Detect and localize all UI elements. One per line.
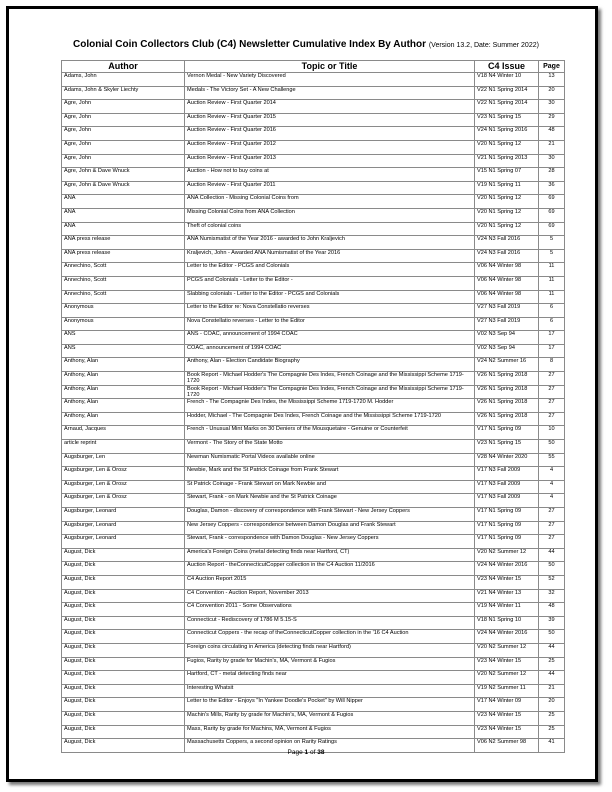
cell-issue: V23 N1 Spring 15 (475, 440, 539, 454)
cell-author: ANA (62, 195, 185, 209)
cell-page: 17 (539, 331, 565, 345)
cell-issue: V18 N4 Winter 10 (475, 73, 539, 87)
cell-page: 25 (539, 657, 565, 671)
cell-topic: Auction Review - First Quarter 2011 (185, 181, 475, 195)
cell-topic: Massachusetts Coppers, a second opinion on Rarity Ratings (185, 739, 475, 753)
table-row (62, 344, 565, 358)
cell-page: 50 (539, 562, 565, 576)
cell-page: 4 (539, 467, 565, 481)
cell-author: Anthony, Alan (62, 399, 185, 413)
author-index-table (61, 60, 565, 753)
cell-issue: V20 N2 Summer 12 (475, 548, 539, 562)
cell-author: Agre, John & Dave Wnuck (62, 181, 185, 195)
table-row (62, 127, 565, 141)
cell-topic: PCGS and Colonials - Letter to the Editor - (185, 276, 475, 290)
cell-author: Adams, John & Skyler Liechty (62, 86, 185, 100)
cell-page: 32 (539, 589, 565, 603)
cell-page: 5 (539, 249, 565, 263)
table-row (62, 304, 565, 318)
cell-topic: Book Report - Michael Hodder's The Compagnie Des Indes, French Coinage and the Mississippi Scheme 1719-1720 (185, 372, 475, 386)
table-row (62, 657, 565, 671)
table-row (62, 385, 565, 399)
cell-issue: V24 N3 Fall 2016 (475, 236, 539, 250)
table-row (62, 140, 565, 154)
table-row (62, 684, 565, 698)
header-author: Author (62, 61, 185, 73)
cell-issue: V26 N1 Spring 2018 (475, 399, 539, 413)
table-row (62, 589, 565, 603)
table-row (62, 412, 565, 426)
table-row (62, 195, 565, 209)
cell-issue: V24 N2 Summer 16 (475, 358, 539, 372)
cell-page: 27 (539, 385, 565, 399)
table-row (62, 630, 565, 644)
cell-author: August, Dick (62, 739, 185, 753)
cell-topic: Douglas, Damon - discovery of correspondence with Frank Stewart - New Jersey Coppers (185, 508, 475, 522)
cell-page: 55 (539, 453, 565, 467)
footer-current-page: 1 (304, 749, 309, 756)
cell-issue: V06 N4 Winter 98 (475, 263, 539, 277)
table-row (62, 711, 565, 725)
header-issue: C4 Issue (475, 61, 539, 73)
cell-page: 29 (539, 113, 565, 127)
cell-author: August, Dick (62, 575, 185, 589)
cell-issue: V28 N4 Winter 2020 (475, 453, 539, 467)
cell-issue: V23 N4 Winter 15 (475, 711, 539, 725)
cell-issue: V17 N1 Spring 09 (475, 508, 539, 522)
cell-issue: V17 N3 Fall 2009 (475, 480, 539, 494)
cell-author: August, Dick (62, 616, 185, 630)
table-row (62, 671, 565, 685)
cell-page: 48 (539, 127, 565, 141)
table-row (62, 276, 565, 290)
table-body (62, 73, 565, 753)
cell-author: Agre, John (62, 127, 185, 141)
cell-issue: V21 N4 Winter 13 (475, 589, 539, 603)
cell-page: 11 (539, 263, 565, 277)
cell-issue: V19 N4 Winter 11 (475, 603, 539, 617)
cell-author: August, Dick (62, 657, 185, 671)
cell-issue: V26 N1 Spring 2018 (475, 385, 539, 399)
cell-author: August, Dick (62, 603, 185, 617)
cell-issue: V27 N3 Fall 2019 (475, 304, 539, 318)
cell-page: 39 (539, 616, 565, 630)
cell-page: 6 (539, 317, 565, 331)
cell-topic: Interesting Whatsit (185, 684, 475, 698)
table-row (62, 426, 565, 440)
cell-author: ANA press release (62, 236, 185, 250)
cell-topic: Missing Colonial Coins from ANA Collection (185, 208, 475, 222)
title-text: Colonial Coin Collectors Club (C4) Newsletter Cumulative Index By Author (73, 39, 427, 50)
cell-author: Agre, John (62, 100, 185, 114)
cell-topic: Medals - The Victory Set - A New Challenge (185, 86, 475, 100)
cell-issue: V20 N2 Summer 12 (475, 643, 539, 657)
page-footer (0, 749, 612, 756)
cell-topic: Letter to the Editor re: Nova Constellatio reverses (185, 304, 475, 318)
table-row (62, 290, 565, 304)
cell-issue: V17 N4 Winter 09 (475, 698, 539, 712)
cell-topic: COAC, announcement of 1994 COAC (185, 344, 475, 358)
table-row (62, 208, 565, 222)
table-row (62, 521, 565, 535)
cell-author: August, Dick (62, 548, 185, 562)
table-row (62, 562, 565, 576)
cell-issue: V23 N4 Winter 15 (475, 725, 539, 739)
cell-author: August, Dick (62, 671, 185, 685)
cell-topic: Theft of colonial coins (185, 222, 475, 236)
table-row (62, 616, 565, 630)
cell-topic: Connecticut - Rediscovery of 1786 M 5.15-S (185, 616, 475, 630)
cell-author: Augsburger, Len & Orosz (62, 467, 185, 481)
cell-topic: St Patrick Coinage - Frank Stewart on Mark Newbie and (185, 480, 475, 494)
header-topic: Topic or Title (185, 61, 475, 73)
cell-page: 27 (539, 508, 565, 522)
cell-issue: V02 N3 Sep 94 (475, 344, 539, 358)
cell-topic: Foreign coins circulating in America (detecting finds near Hartford) (185, 643, 475, 657)
cell-page: 27 (539, 521, 565, 535)
table-row (62, 643, 565, 657)
cell-page: 44 (539, 548, 565, 562)
cell-author: ANA (62, 208, 185, 222)
cell-issue: V06 N4 Winter 98 (475, 276, 539, 290)
cell-page: 69 (539, 195, 565, 209)
cell-page: 4 (539, 480, 565, 494)
cell-page: 27 (539, 535, 565, 549)
cell-issue: V23 N4 Winter 15 (475, 657, 539, 671)
cell-topic: Connecticut Coppers - the recap of theConnecticutCopper collection in the '16 C4 Auction (185, 630, 475, 644)
table-row (62, 725, 565, 739)
cell-topic: Auction Review - First Quarter 2012 (185, 140, 475, 154)
footer-total-pages: 38 (317, 749, 325, 756)
table-row (62, 440, 565, 454)
cell-issue: V23 N1 Spring 15 (475, 113, 539, 127)
cell-issue: V27 N3 Fall 2019 (475, 317, 539, 331)
table-row (62, 317, 565, 331)
cell-author: Annechino, Scott (62, 290, 185, 304)
cell-author: August, Dick (62, 562, 185, 576)
cell-issue: V02 N3 Sep 94 (475, 331, 539, 345)
cell-author: Anthony, Alan (62, 358, 185, 372)
cell-topic: Auction Review - First Quarter 2015 (185, 113, 475, 127)
cell-page: 8 (539, 358, 565, 372)
cell-page: 30 (539, 100, 565, 114)
table-row (62, 154, 565, 168)
cell-page: 13 (539, 73, 565, 87)
cell-topic: Auction Review - First Quarter 2013 (185, 154, 475, 168)
cell-issue: V17 N1 Spring 09 (475, 426, 539, 440)
cell-topic: C4 Convention 2011 - Some Observations (185, 603, 475, 617)
table-row (62, 236, 565, 250)
table-row (62, 453, 565, 467)
cell-topic: Nova Constellatio reverses - Letter to the Editor (185, 317, 475, 331)
cell-topic: Letter to the Editor - PCGS and Colonials (185, 263, 475, 277)
cell-issue: V20 N1 Spring 12 (475, 222, 539, 236)
cell-author: article reprint (62, 440, 185, 454)
cell-page: 25 (539, 725, 565, 739)
cell-author: August, Dick (62, 643, 185, 657)
cell-author: ANA (62, 222, 185, 236)
cell-topic: Hodder, Michael - The Compagnie Des Indes, French Coinage and the Mississippi Scheme 1719-1720 (185, 412, 475, 426)
cell-topic: Stewart, Frank - on Mark Newbie and the St Patrick Coinage (185, 494, 475, 508)
cell-issue: V23 N4 Winter 15 (475, 575, 539, 589)
cell-issue: V26 N1 Spring 2018 (475, 412, 539, 426)
table-row (62, 86, 565, 100)
cell-page: 6 (539, 304, 565, 318)
cell-topic: Mass, Rarity by grade for Machins, MA, Vermont & Fugios (185, 725, 475, 739)
cell-author: Arnaud, Jacques (62, 426, 185, 440)
cell-topic: Newman Numismatic Portal Videos available online (185, 453, 475, 467)
cell-author: Anthony, Alan (62, 372, 185, 386)
cell-author: ANS (62, 331, 185, 345)
cell-page: 21 (539, 684, 565, 698)
footer-prefix: Page (287, 749, 305, 756)
cell-topic: C4 Auction Report 2015 (185, 575, 475, 589)
cell-issue: V19 N2 Summer 11 (475, 684, 539, 698)
cell-author: Anthony, Alan (62, 412, 185, 426)
table-row (62, 603, 565, 617)
cell-topic: ANA Numismatist of the Year 2016 - awarded to John Kraljevich (185, 236, 475, 250)
cell-issue: V17 N1 Spring 09 (475, 521, 539, 535)
cell-topic: Auction Review - First Quarter 2016 (185, 127, 475, 141)
cell-topic: Book Report - Michael Hodder's The Compagnie Des Indes, French Coinage and the Mississippi Scheme 1719-1720 (185, 385, 475, 399)
cell-topic: Auction Review - First Quarter 2014 (185, 100, 475, 114)
cell-topic: French - Unusual Mint Marks on 30 Deniers of the Mousquetaire - Genuine or Counterfeit (185, 426, 475, 440)
table-row (62, 548, 565, 562)
table-row (62, 698, 565, 712)
cell-issue: V20 N1 Spring 12 (475, 140, 539, 154)
cell-issue: V24 N4 Winter 2016 (475, 562, 539, 576)
cell-topic: Anthony, Alan - Election Candidate Biography (185, 358, 475, 372)
cell-page: 52 (539, 575, 565, 589)
cell-author: Agre, John (62, 154, 185, 168)
cell-author: Augsburger, Len (62, 453, 185, 467)
cell-issue: V24 N3 Fall 2016 (475, 249, 539, 263)
cell-issue: V20 N1 Spring 12 (475, 208, 539, 222)
cell-topic: Fugios, Rarity by grade for Machin's, MA, Vermont & Fugios (185, 657, 475, 671)
table-row (62, 73, 565, 87)
cell-author: Augsburger, Len & Orosz (62, 480, 185, 494)
cell-page: 28 (539, 168, 565, 182)
table-row (62, 331, 565, 345)
cell-author: August, Dick (62, 711, 185, 725)
cell-page: 17 (539, 344, 565, 358)
cell-topic: Newbie, Mark and the St Patrick Coinage from Frank Stewart (185, 467, 475, 481)
table-row (62, 494, 565, 508)
header-page: Page (539, 61, 565, 73)
cell-page: 41 (539, 739, 565, 753)
cell-issue: V15 N1 Spring 07 (475, 168, 539, 182)
cell-topic: America's Foreign Coins (metal detecting finds near Hartford, CT) (185, 548, 475, 562)
table-row (62, 100, 565, 114)
cell-page: 21 (539, 140, 565, 154)
cell-page: 30 (539, 154, 565, 168)
cell-author: Adams, John (62, 73, 185, 87)
table-row (62, 181, 565, 195)
cell-issue: V20 N2 Summer 12 (475, 671, 539, 685)
cell-topic: Auction Report - theConnecticutCopper collection in the C4 Auction 11/2016 (185, 562, 475, 576)
table-header-row (62, 61, 565, 73)
cell-topic: Vernon Medal - New Variety Discovered (185, 73, 475, 87)
cell-issue: V24 N1 Spring 2016 (475, 127, 539, 141)
cell-author: Augsburger, Len & Orosz (62, 494, 185, 508)
cell-issue: V21 N1 Spring 2013 (475, 154, 539, 168)
cell-issue: V22 N1 Spring 2014 (475, 100, 539, 114)
cell-topic: Auction - How not to buy coins at (185, 168, 475, 182)
cell-topic: Slabbing colonials - Letter to the Editor - PCGS and Colonials (185, 290, 475, 304)
footer-of: of (308, 749, 318, 756)
cell-issue: V06 N2 Summer 98 (475, 739, 539, 753)
cell-topic: Letter to the Editor - Enjoys "In Yankee Doodle's Pocket" by Will Nipper (185, 698, 475, 712)
cell-issue: V24 N4 Winter 2016 (475, 630, 539, 644)
cell-author: Annechino, Scott (62, 276, 185, 290)
cell-topic: Stewart, Frank - correspondence with Damon Douglas - New Jersey Coppers (185, 535, 475, 549)
cell-topic: C4 Convention - Auction Report, November 2013 (185, 589, 475, 603)
version-text: (Version 13.2, Date: Summer 2022) (428, 42, 539, 49)
cell-topic: New Jersey Coppers - correspondence between Damon Douglas and Frank Stewart (185, 521, 475, 535)
cell-page: 10 (539, 426, 565, 440)
cell-page: 20 (539, 86, 565, 100)
cell-topic: Machin's Mills, Rarity by grade for Machin's, MA, Vermont & Fugios (185, 711, 475, 725)
cell-author: Anthony, Alan (62, 385, 185, 399)
cell-topic: Hartford, CT - metal detecting finds near (185, 671, 475, 685)
cell-author: Agre, John & Dave Wnuck (62, 168, 185, 182)
cell-author: ANA press release (62, 249, 185, 263)
cell-issue: V06 N4 Winter 98 (475, 290, 539, 304)
cell-topic: ANA Collection - Missing Colonial Coins from (185, 195, 475, 209)
cell-author: August, Dick (62, 698, 185, 712)
cell-author: Annechino, Scott (62, 263, 185, 277)
table-row (62, 467, 565, 481)
cell-author: August, Dick (62, 589, 185, 603)
cell-author: August, Dick (62, 684, 185, 698)
cell-author: Augsburger, Leonard (62, 535, 185, 549)
cell-page: 27 (539, 372, 565, 386)
table-row (62, 168, 565, 182)
cell-page: 25 (539, 711, 565, 725)
table-row (62, 399, 565, 413)
table-row (62, 249, 565, 263)
table-row (62, 222, 565, 236)
table-row (62, 113, 565, 127)
cell-page: 27 (539, 412, 565, 426)
table-row (62, 575, 565, 589)
cell-page: 50 (539, 630, 565, 644)
cell-author: Anonymous (62, 317, 185, 331)
cell-topic: Kraljevich, John - Awarded ANA Numismatist of the Year 2016 (185, 249, 475, 263)
cell-topic: Vermont - The Story of the State Motto (185, 440, 475, 454)
cell-issue: V18 N1 Spring 10 (475, 616, 539, 630)
table-row (62, 535, 565, 549)
table-row (62, 372, 565, 386)
cell-author: Agre, John (62, 113, 185, 127)
cell-page: 44 (539, 643, 565, 657)
cell-issue: V19 N1 Spring 11 (475, 181, 539, 195)
cell-topic: French - The Compagnie Des Indes, the Mississippi Scheme 1719-1720 M. Hodder (185, 399, 475, 413)
cell-page: 5 (539, 236, 565, 250)
cell-page: 44 (539, 671, 565, 685)
cell-topic: ANS - COAC, announcement of 1994 COAC (185, 331, 475, 345)
cell-page: 4 (539, 494, 565, 508)
table-row (62, 508, 565, 522)
table-row (62, 480, 565, 494)
document-title (0, 39, 612, 50)
cell-issue: V17 N3 Fall 2009 (475, 494, 539, 508)
cell-page: 36 (539, 181, 565, 195)
cell-page: 11 (539, 290, 565, 304)
cell-page: 27 (539, 399, 565, 413)
cell-issue: V22 N1 Spring 2014 (475, 86, 539, 100)
cell-author: Agre, John (62, 140, 185, 154)
cell-page: 48 (539, 603, 565, 617)
cell-page: 20 (539, 698, 565, 712)
cell-author: Anonymous (62, 304, 185, 318)
cell-issue: V26 N1 Spring 2018 (475, 372, 539, 386)
cell-page: 50 (539, 440, 565, 454)
cell-issue: V17 N3 Fall 2009 (475, 467, 539, 481)
table-row (62, 358, 565, 372)
cell-author: ANS (62, 344, 185, 358)
cell-page: 11 (539, 276, 565, 290)
cell-author: August, Dick (62, 630, 185, 644)
cell-author: August, Dick (62, 725, 185, 739)
cell-author: Augsburger, Leonard (62, 508, 185, 522)
cell-issue: V20 N1 Spring 12 (475, 195, 539, 209)
cell-issue: V17 N1 Spring 09 (475, 535, 539, 549)
cell-page: 69 (539, 208, 565, 222)
cell-author: Augsburger, Leonard (62, 521, 185, 535)
table-row (62, 263, 565, 277)
cell-page: 69 (539, 222, 565, 236)
